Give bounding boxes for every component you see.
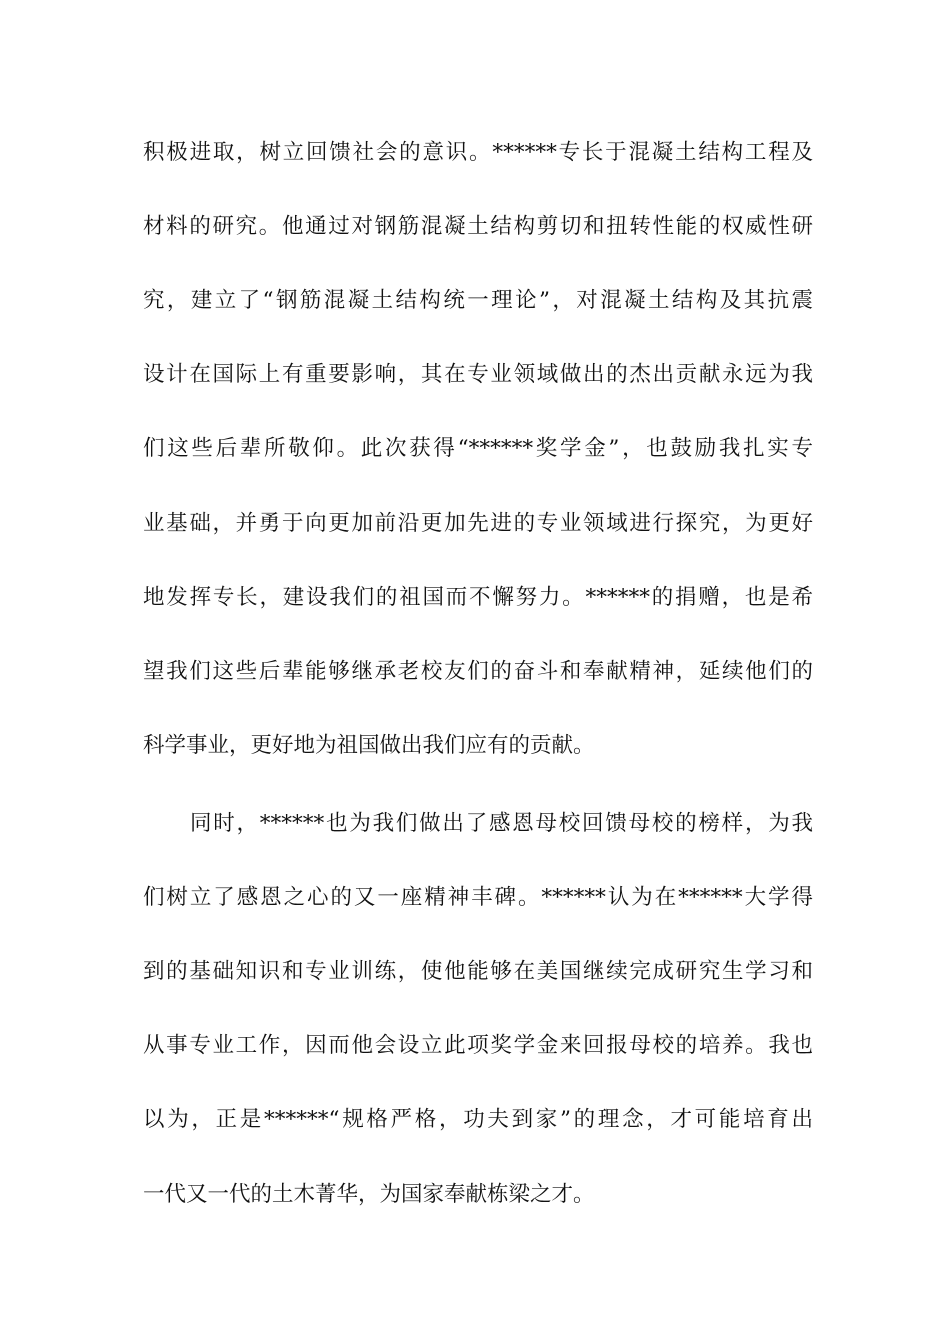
text-line: 们这些后辈所敬仰。此次获得“******奖学金”，也鼓励我扎实专	[143, 436, 813, 461]
text-line: 地发挥专长，建设我们的祖国而不懈努力。******的捐赠，也是希	[143, 585, 813, 610]
text-line: 到的基础知识和专业训练，使他能够在美国继续完成研究生学习和	[143, 959, 813, 984]
text-line: 业基础，并勇于向更加前沿更加先进的专业领域进行探究，为更好	[143, 511, 813, 536]
text-line: 望我们这些后辈能够继承老校友们的奋斗和奉献精神，延续他们的	[143, 659, 813, 684]
text-line: 材料的研究。他通过对钢筋混凝土结构剪切和扭转性能的权威性研	[143, 214, 813, 239]
text-line: 以为，正是******“规格严格，功夫到家”的理念，才可能培育出	[143, 1107, 813, 1132]
text-line: 一代又一代的土木菁华，为国家奉献栋梁之才。	[143, 1182, 595, 1207]
text-line: 究，建立了“钢筋混凝土结构统一理论”，对混凝土结构及其抗震	[143, 288, 813, 313]
text-line: 科学事业，更好地为祖国做出我们应有的贡献。	[143, 733, 595, 758]
text-line: 们树立了感恩之心的又一座精神丰碑。******认为在******大学得	[143, 885, 813, 910]
text-line: 积极进取，树立回馈社会的意识。******专长于混凝土结构工程及	[143, 140, 813, 165]
text-line: 同时，******也为我们做出了感恩母校回馈母校的榜样，为我	[190, 811, 813, 836]
text-line: 设计在国际上有重要影响，其在专业领域做出的杰出贡献永远为我	[143, 362, 813, 387]
text-line: 从事专业工作，因而他会设立此项奖学金来回报母校的培养。我也	[143, 1033, 813, 1058]
